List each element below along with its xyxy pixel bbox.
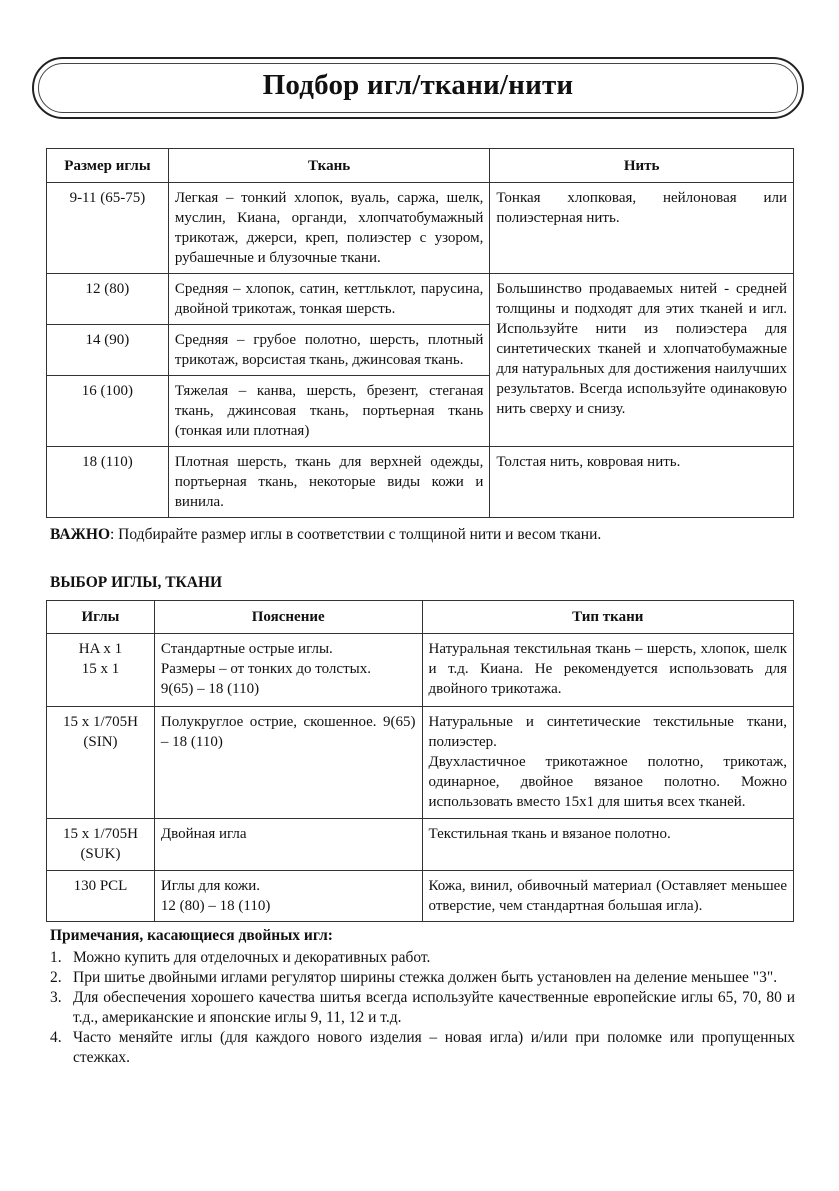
- note-number: 2.: [50, 969, 62, 986]
- table-row: [47, 707, 794, 819]
- header-fabric: Ткань: [168, 149, 490, 183]
- header-description: Пояснение: [154, 601, 422, 634]
- fabric-cell: Тяжелая – канва, шерсть, брезент, стеганая ткань, джинсовая ткань, портьерная ткань (тонкая или плотная): [168, 376, 490, 447]
- header-thread: Нить: [490, 149, 794, 183]
- fabric-type-line: Натуральная текстильная ткань – шерсть, хлопок, шелк и т.д. Киана. Не рекомендуется использовать для двойного трикотажа.: [428, 641, 787, 697]
- note-text: Можно купить для отделочных и декоративных работ.: [73, 949, 431, 966]
- needle-cell: [47, 819, 155, 871]
- needle-size-cell: 14 (90): [47, 325, 169, 376]
- table-row: [47, 819, 794, 871]
- table-header-row: [47, 601, 794, 634]
- list-item: [50, 1028, 795, 1068]
- needle-line: (SUK): [80, 846, 121, 862]
- needle-cell: [47, 707, 155, 819]
- description-cell: [154, 707, 422, 819]
- needle-line: HA x 1: [78, 641, 123, 657]
- needle-size-cell: 16 (100): [47, 376, 169, 447]
- fabric-type-line: Натуральные и синтетические текстильные ткани, полиэстер.: [428, 714, 787, 750]
- fabric-type-line: Кожа, винил, обивочный материал (Оставляет меньшее отверстие, чем стандартная большая игла).: [428, 878, 787, 914]
- description-line: Размеры – от тонких до толстых.: [160, 661, 371, 677]
- fabric-cell: Средняя – хлопок, сатин, кеттльклот, парусина, двойной трикотаж, тонкая шерсть.: [168, 274, 490, 325]
- needle-line: 15 x 1/705H: [62, 826, 138, 842]
- header-needles: Иглы: [47, 601, 155, 634]
- table-header-row: [47, 149, 794, 183]
- table-row: [47, 447, 794, 518]
- section-title: ВЫБОР ИГЛЫ, ТКАНИ: [50, 574, 223, 591]
- list-item: [50, 968, 795, 988]
- fabric-type-cell: [422, 819, 793, 871]
- description-line: Стандартные острые иглы.: [160, 641, 333, 657]
- needle-selection-table: [46, 600, 794, 922]
- fabric-type-line: Двухластичное трикотажное полотно, трикотаж, одинарное, двойное вязаное полотно. Можно использовать вместо 15x1 для шитья всех тканей.: [428, 754, 787, 810]
- needle-line: 15 x 1/705H: [62, 714, 138, 730]
- description-line: 12 (80) – 18 (110): [160, 898, 271, 914]
- description-cell: [154, 819, 422, 871]
- description-line: 9(65) – 18 (110): [160, 681, 260, 697]
- notes-list: [50, 948, 795, 1068]
- list-item: [50, 948, 795, 968]
- needle-cell: [47, 634, 155, 707]
- needle-fabric-thread-table: [46, 148, 794, 518]
- fabric-cell: Средняя – грубое полотно, шерсть, плотный трикотаж, ворсистая ткань, джинсовая ткань.: [168, 325, 490, 376]
- note-text: При шитье двойными иглами регулятор ширины стежка должен быть установлен на деление меньшее "3".: [73, 969, 778, 986]
- needle-line: 15 x 1: [81, 661, 120, 677]
- list-item: [50, 988, 795, 1028]
- description-line: Двойная игла: [160, 826, 247, 842]
- thread-cell-merged: Большинство продаваемых нитей - средней толщины и подходят для этих тканей и игл. Используйте нити из полиэстера для синтетических тканей и хлопчатобумажные для натуральных для достижения наилучших результатов. Всегда используйте одинаковую нить сверху и снизу.: [490, 274, 794, 447]
- table-row: [47, 183, 794, 274]
- table-row: [47, 871, 794, 922]
- thread-cell: Толстая нить, ковровая нить.: [490, 447, 794, 518]
- note-number: 4.: [50, 1029, 62, 1046]
- fabric-type-cell: [422, 871, 793, 922]
- needle-size-cell: 12 (80): [47, 274, 169, 325]
- note-text: Часто меняйте иглы (для каждого нового изделия – новая игла) и/или при поломке или пропущенных стежках.: [73, 1029, 795, 1066]
- description-line: Иглы для кожи.: [160, 878, 260, 894]
- description-cell: [154, 871, 422, 922]
- fabric-type-cell: [422, 707, 793, 819]
- title-frame: [32, 57, 804, 119]
- table-row: [47, 274, 794, 325]
- fabric-cell: Легкая – тонкий хлопок, вуаль, саржа, шелк, муслин, Киана, органди, хлопчатобумажный трикотаж, джерси, креп, полиэстер с узором, рубашечные и блузочные ткани.: [168, 183, 490, 274]
- needle-size-cell: 18 (110): [47, 447, 169, 518]
- thread-cell: Тонкая хлопковая, нейлоновая или полиэстерная нить.: [490, 183, 794, 274]
- important-note: [50, 526, 601, 544]
- header-needle-size: Размер иглы: [47, 149, 169, 183]
- fabric-type-cell: [422, 634, 793, 707]
- needle-size-cell: 9-11 (65-75): [47, 183, 169, 274]
- needle-line: 130 PCL: [73, 878, 128, 894]
- important-text: : Подбирайте размер иглы в соответствии с толщиной нити и весом ткани.: [110, 526, 602, 543]
- description-cell: [154, 634, 422, 707]
- notes-title: Примечания, касающиеся двойных игл:: [50, 927, 333, 944]
- table-row: [47, 634, 794, 707]
- note-number: 3.: [50, 989, 62, 1006]
- note-text: Для обеспечения хорошего качества шитья всегда используйте качественные европейские иглы 65, 70, 80 и т.д., американские и японские иглы 9, 11, 12 и т.д.: [73, 989, 795, 1026]
- note-number: 1.: [50, 949, 62, 966]
- description-line: Полукруглое острие, скошенное. 9(65) – 18 (110): [160, 714, 416, 750]
- needle-line: (SIN): [83, 734, 118, 750]
- page-title: Подбор игл/ткани/нити: [262, 69, 574, 101]
- header-fabric-type: Тип ткани: [422, 601, 793, 634]
- fabric-type-line: Текстильная ткань и вязаное полотно.: [428, 826, 671, 842]
- needle-cell: [47, 871, 155, 922]
- fabric-cell: Плотная шерсть, ткань для верхней одежды, портьерная ткань, некоторые виды кожи и винила.: [168, 447, 490, 518]
- important-label: ВАЖНО: [50, 526, 110, 543]
